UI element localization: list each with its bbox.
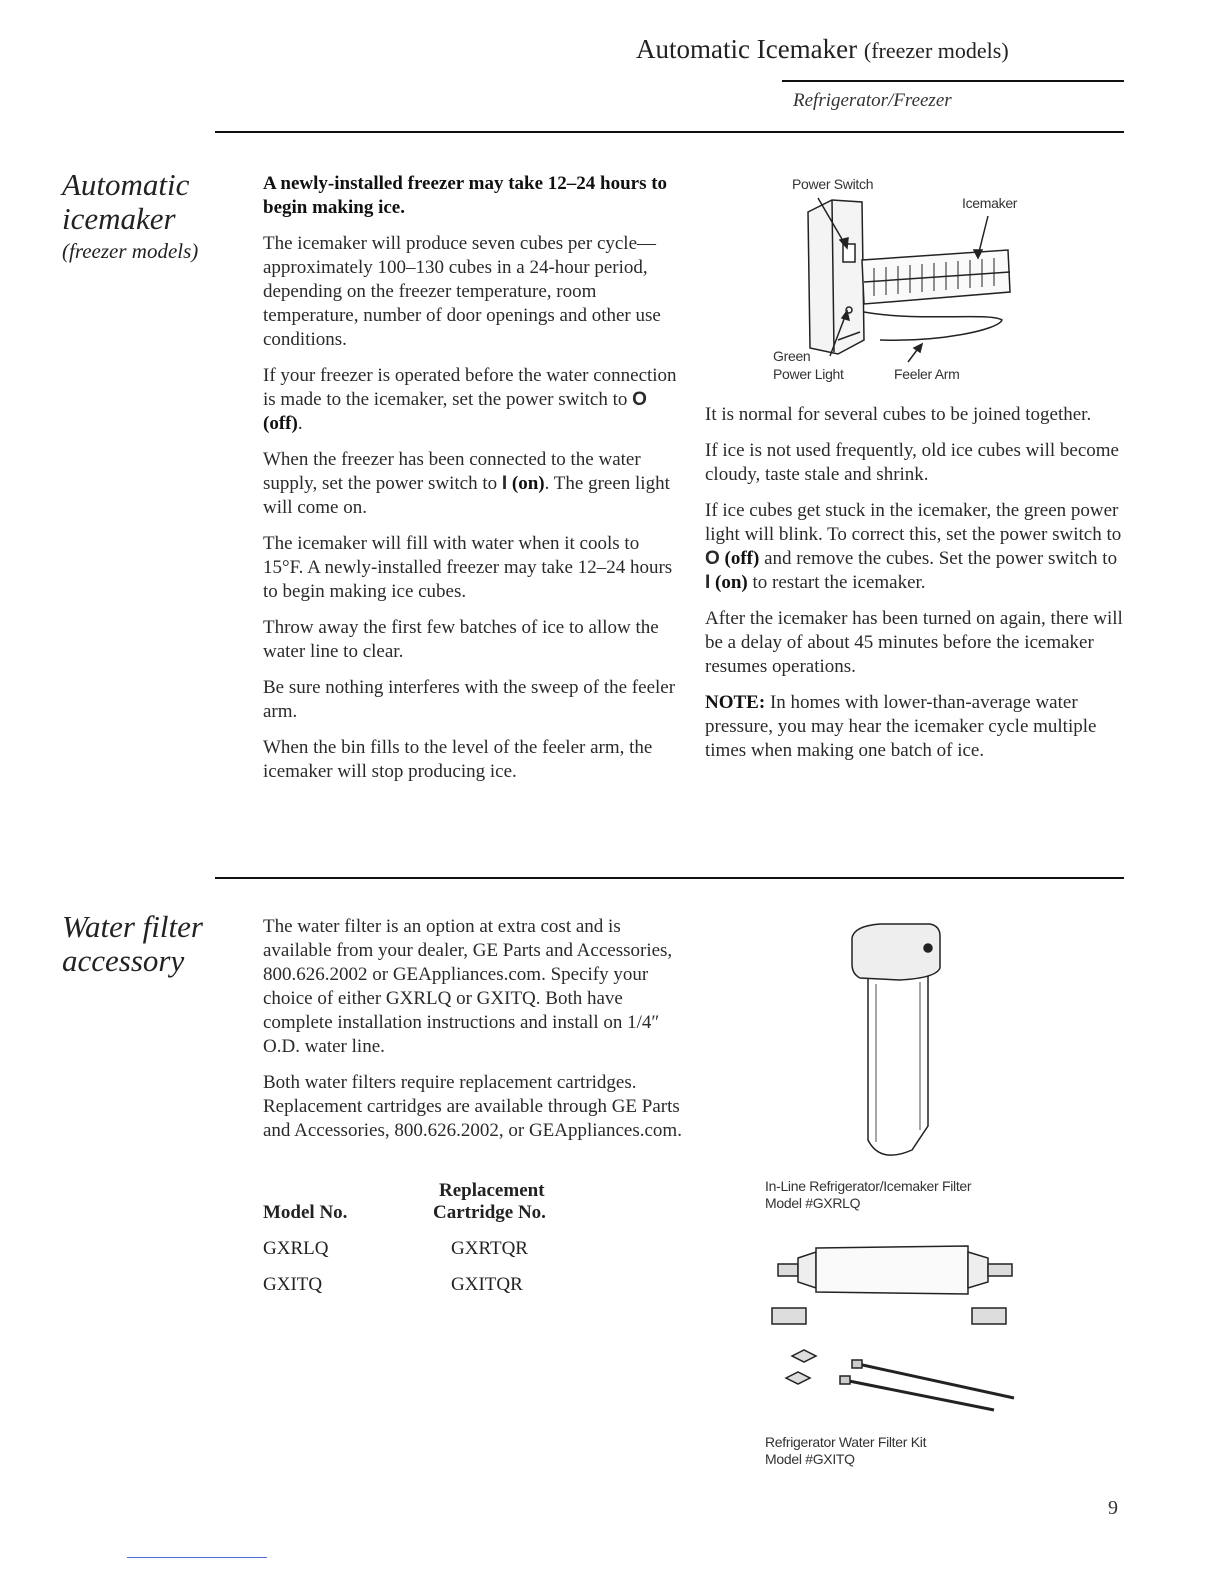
icemaker-paragraph-1: The icemaker will produce seven cubes per cycle—approximately 100–130 cubes in a 24-hour period, depending on the freezer temperature, room temperature, number of door openings and other use conditions.	[263, 233, 661, 350]
label-icemaker: Icemaker	[962, 195, 1018, 211]
cartridge-table-header	[263, 1180, 546, 1224]
filter-title-line2: accessory	[62, 943, 185, 978]
icemaker-paragraph-5: Throw away the first few batches of ice to allow the water line to clear.	[263, 617, 659, 662]
icemaker-title-line1: Automatic	[62, 167, 190, 202]
icemaker-column-left	[263, 172, 683, 796]
filter-paragraph-2: Both water filters require replacement cartridges. Replacement cartridges are available through GE Parts and Accessories, 800.626.2002, or GEAppliances.com.	[263, 1072, 682, 1141]
header-subtitle: Refrigerator/Freezer	[793, 90, 952, 111]
inline-filter-illustration	[840, 918, 950, 1168]
label-power-switch: Power Switch	[792, 176, 874, 192]
icemaker-paragraph-7: When the bin fills to the level of the feeler arm, the icemaker will stop producing ice.	[263, 737, 653, 782]
section-rule-filter	[215, 877, 1124, 879]
off-label: (off)	[263, 413, 298, 434]
model-cell: GXITQ	[263, 1274, 323, 1295]
icemaker-paragraph-4: The icemaker will fill with water when it cools to 15°F. A newly-installed freezer may take 12–24 hours to begin making ice cubes.	[263, 533, 673, 602]
column-header-cartridge: Replacement Cartridge No.	[433, 1180, 546, 1223]
icemaker-column-right	[705, 403, 1125, 775]
icemaker-title-line2: icemaker	[62, 201, 176, 236]
on-symbol: I	[501, 473, 508, 494]
icemaker-paragraph-6: Be sure nothing interferes with the sweep of the feeler arm.	[263, 677, 676, 722]
table-row	[263, 1224, 546, 1260]
filter-paragraph-1: The water filter is an option at extra cost and is available from your dealer, GE Parts and Accessories, 800.626.2002 or GEAppliances.com. Specify your choice of either GXRLQ or GXITQ. Both have complete installation instructions and install on 1/4″ O.D. water line.	[263, 916, 673, 1057]
icemaker-paragraph-3: When the freezer has been connected to the water supply, set the power switch to I (on). The green light will come on.	[263, 449, 670, 518]
label-green: Green	[773, 348, 811, 364]
header-rule	[782, 80, 1124, 82]
label-power-light: Power Light	[773, 366, 844, 382]
filter-title-line1: Water filter	[62, 909, 203, 944]
label-feeler-arm: Feeler Arm	[894, 366, 960, 382]
column-header-model: Model No.	[263, 1202, 348, 1223]
cartridge-table	[263, 1180, 546, 1296]
inline-filter-caption-line2: Model #GXRLQ	[765, 1195, 861, 1211]
header-title-main: Automatic Icemaker	[636, 34, 858, 64]
on-label: (on)	[511, 473, 545, 494]
table-row	[263, 1260, 546, 1296]
inline-filter-caption	[765, 1178, 971, 1212]
icemaker-title-line3: (freezer models)	[62, 239, 199, 263]
icemaker-section-title	[62, 168, 198, 266]
model-cell: GXRLQ	[263, 1238, 329, 1259]
icemaker-right-paragraph-3: If ice cubes get stuck in the icemaker, the green power light will blink. To correct this, set the power switch to O (off) and remove the cubes. Set the power switch to I (on) to restart the icemaker.	[705, 500, 1122, 593]
cartridge-cell: GXRTQR	[451, 1238, 528, 1259]
icemaker-right-paragraph-2: If ice is not used frequently, old ice cubes will become cloudy, taste stale and shrink.	[705, 440, 1119, 485]
header-title-sub: (freezer models)	[863, 38, 1009, 63]
footer-link-line	[127, 1557, 267, 1558]
icemaker-note: NOTE: In homes with lower-than-average water pressure, you may hear the icemaker cycle multiple times when making one batch of ice.	[705, 692, 1097, 761]
filter-section-title	[62, 910, 203, 978]
note-label: NOTE:	[705, 692, 766, 713]
section-rule-icemaker	[215, 131, 1124, 133]
page-number: 9	[1108, 1497, 1118, 1519]
filter-kit-caption-line1: Refrigerator Water Filter Kit	[765, 1434, 927, 1450]
filter-kit-caption-line2: Model #GXITQ	[765, 1451, 855, 1467]
page-header-title	[636, 34, 1009, 65]
inline-filter-caption-line1: In-Line Refrigerator/Icemaker Filter	[765, 1178, 972, 1194]
filter-kit-caption	[765, 1434, 926, 1468]
icemaker-right-paragraph-1: It is normal for several cubes to be joined together.	[705, 404, 1092, 425]
cartridge-cell: GXITQR	[451, 1274, 523, 1295]
icemaker-diagram	[770, 172, 1030, 387]
off-symbol: O	[632, 389, 647, 410]
filter-column	[263, 915, 683, 1155]
icemaker-lead: A newly-installed freezer may take 12–24 hours to begin making ice.	[263, 173, 668, 218]
icemaker-paragraph-2: If your freezer is operated before the water connection is made to the icemaker, set the power switch to O (off).	[263, 365, 677, 434]
icemaker-right-paragraph-4: After the icemaker has been turned on again, there will be a delay of about 45 minutes before the icemaker resumes operations.	[705, 608, 1123, 677]
filter-kit-illustration	[768, 1238, 1023, 1418]
